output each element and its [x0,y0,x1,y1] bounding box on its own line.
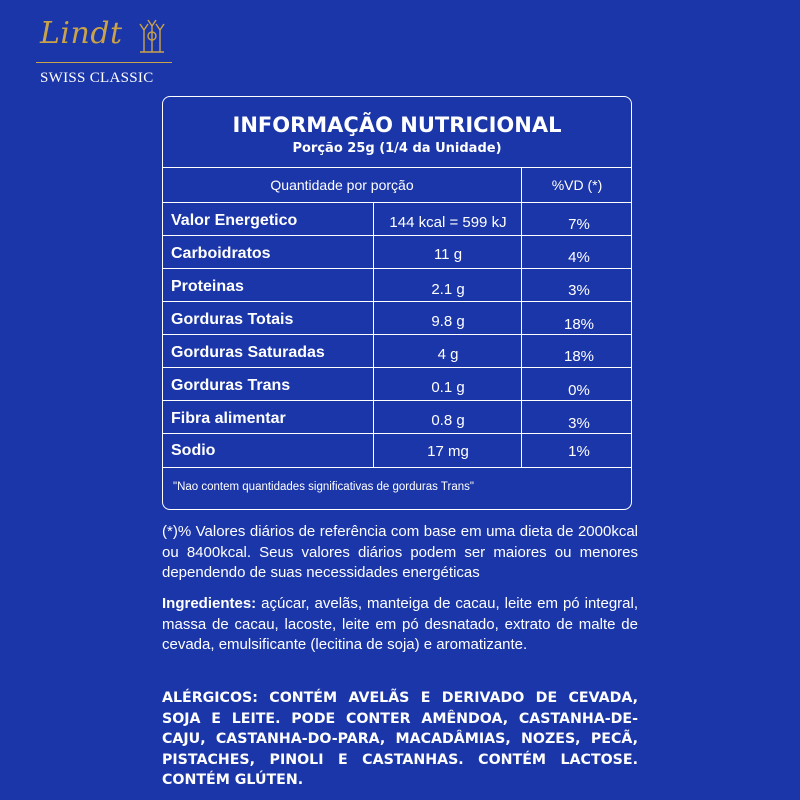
nutrient-amount: 0.1 g [431,379,465,396]
nutrient-amount: 17 mg [427,443,469,460]
allergens-warning: ALÉRGICOS: CONTÉM AVELÃS E DERIVADO DE CEVADA, SOJA E LEITE. PODE CONTER AMÊNDOA, CASTANHA-DE-CAJU, CASTANHA-DO-PARA, MACADÂMIAS, NOZES, PECÃ, PISTACHES, PINOLI E CASTANHAS. CONTÉM LACTOSE. CONTÉM GLÚTEN. [162,690,638,788]
nutrient-pct: 0% [568,382,590,399]
header-pct: %VD (*) [551,177,603,193]
nutrient-label: Gorduras Saturadas [171,344,325,361]
daily-values-note: (*)% Valores diários de referência com base em uma dieta de 2000kcal ou 8400kcal. Seus valores diários podem ser maiores ou menores dependendo de suas necessidades energéticas [162,523,638,581]
brand-logo [22,10,172,86]
trans-fat-footnote: "Nao contem quantidades significativas de gorduras Trans" [173,481,474,493]
table-divider [163,167,631,168]
product-name: SWISS CLASSIC [40,70,154,86]
nutrient-amount: 2.1 g [431,281,465,298]
nutrient-amount: 9.8 g [431,313,465,330]
row-divider [163,202,631,203]
row-divider [163,467,631,468]
nutrient-label: Gorduras Totais [171,311,294,328]
brand-name: Lindt [40,16,123,51]
row-divider [163,301,631,302]
nutrition-table [162,96,632,510]
nutrient-label: Gorduras Trans [171,377,291,394]
ingredients-text: açúcar, avelãs, manteiga de cacau, leite em pó integral, massa de cacau, lacoste, leite em pó desnatado, extrato de malte de cevada, emulsificante (lecitina de soja) e aromatizante. [162,595,638,653]
nutrient-pct: 3% [568,282,590,299]
nutrient-amount: 11 g [433,246,463,263]
logo-divider [36,62,172,63]
nutrient-amount: 144 kcal = 599 kJ [389,214,507,231]
ingredients-paragraph [162,594,638,656]
serving-size: Porção 25g (1/4 da Unidade) [292,141,502,156]
nutrient-label: Fibra alimentar [171,410,286,427]
nutrient-pct: 4% [568,249,590,266]
nutrient-pct: 3% [568,415,590,432]
nutrient-label: Sodio [171,442,216,459]
nutrient-amount: 4 g [437,346,459,363]
ingredients-label: Ingredientes: [162,595,257,612]
row-divider [163,235,631,236]
nutrient-amount: 0.8 g [431,412,465,429]
nutrient-label: Proteinas [171,278,244,295]
brand-emblem-icon [134,16,170,56]
table-title: INFORMAÇÃO NUTRICIONAL [232,113,562,137]
nutrient-pct: 18% [563,348,595,365]
header-amount: Quantidade por porção [270,177,414,193]
nutrient-pct: 18% [563,316,595,333]
row-divider [163,268,631,269]
nutrient-label: Carboidratos [171,245,271,262]
nutrient-label: Valor Energetico [171,212,298,229]
nutrient-pct: 1% [568,443,590,460]
row-divider [163,367,631,368]
nutrient-pct: 7% [568,216,590,233]
